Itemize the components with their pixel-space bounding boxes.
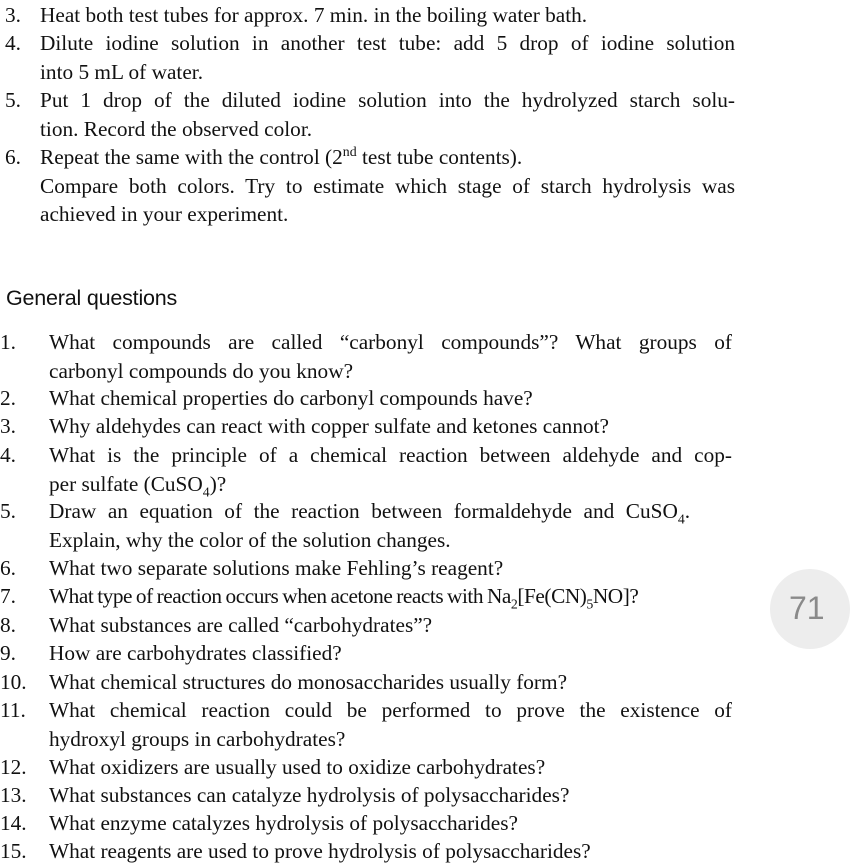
question-line: What chemical structures do monosaccharides usually form? <box>49 670 568 694</box>
question-text <box>49 582 732 611</box>
question-text <box>49 696 732 753</box>
subscript: 5 <box>586 596 593 612</box>
question-number: 14. <box>0 811 27 835</box>
question-text <box>49 441 732 498</box>
question-number: 8. <box>0 613 16 637</box>
question-number: 5. <box>0 499 16 523</box>
question-text <box>49 328 732 385</box>
step-text <box>40 1 735 30</box>
question-text <box>49 384 732 413</box>
question-number: 10. <box>0 670 27 694</box>
question-line <box>49 497 732 526</box>
question-number: 11. <box>0 698 26 722</box>
question-number: 9. <box>0 641 16 665</box>
question-line <box>49 582 732 611</box>
question-text <box>49 809 732 838</box>
question-line: Why aldehydes can react with copper sulfate and ketones cannot? <box>49 414 609 438</box>
text-run: What type of reaction occurs when acetone reacts with Na <box>49 584 511 608</box>
step-line: Dilute iodine solution in another test tube: add 5 drop of iodine solution <box>40 31 735 55</box>
subscript: 4 <box>202 483 210 499</box>
question-line: Explain, why the color of the solution changes. <box>49 527 451 552</box>
question-line: What substances can catalyze hydrolysis of polysaccharides? <box>49 783 570 807</box>
text-run: NO]? <box>592 584 639 608</box>
question-line: What enzyme catalyzes hydrolysis of polysaccharides? <box>49 811 518 835</box>
question-number: 1. <box>0 330 16 354</box>
text-run: Repeat the same with the control (2 <box>40 145 343 169</box>
question-text <box>49 554 732 583</box>
question-number: 13. <box>0 783 27 807</box>
question-text <box>49 837 732 866</box>
section-heading: General questions <box>6 286 178 310</box>
text-run: Draw an equation of the reaction between formaldehyde and CuSO <box>49 499 678 523</box>
question-text <box>49 412 732 441</box>
question-number: 3. <box>0 414 16 438</box>
question-line: What substances are called “carbohydrates”? <box>49 613 433 637</box>
text-run: test tube contents). <box>356 145 523 169</box>
question-text <box>49 781 732 810</box>
superscript: nd <box>342 143 357 159</box>
step-line: tion. Record the observed color. <box>40 116 313 141</box>
text-run: . <box>684 499 691 523</box>
question-line: hydroxyl groups in carbohydrates? <box>49 726 346 751</box>
step-line: Compare both colors. Try to estimate which stage of starch hydrolysis was <box>40 173 735 198</box>
question-line: What compounds are called “carbonyl compounds”? What groups of <box>49 330 732 354</box>
step-number: 4. <box>5 31 21 55</box>
question-line: What is the principle of a chemical reaction between aldehyde and cop- <box>49 443 732 467</box>
question-text <box>49 639 732 668</box>
question-text <box>49 497 732 554</box>
question-number: 7. <box>0 584 16 608</box>
question-line: What chemical properties do carbonyl compounds have? <box>49 386 533 410</box>
step-line: achieved in your experiment. <box>40 202 289 226</box>
question-text <box>49 668 732 697</box>
question-line: What two separate solutions make Fehling’s reagent? <box>49 556 504 580</box>
step-text <box>40 143 735 229</box>
step-text <box>40 86 735 143</box>
subscript: 2 <box>510 596 518 612</box>
text-run: [Fe(CN) <box>517 584 587 608</box>
question-number: 12. <box>0 755 27 779</box>
question-number: 15. <box>0 839 27 863</box>
step-number: 3. <box>5 3 21 27</box>
question-line: What oxidizers are usually used to oxidize carbohydrates? <box>49 755 546 779</box>
question-line: carbonyl compounds do you know? <box>49 358 354 383</box>
question-line: How are carbohydrates classified? <box>49 641 342 665</box>
step-line: Put 1 drop of the diluted iodine solution into the hydrolyzed starch solu- <box>40 88 735 112</box>
step-line <box>40 143 735 172</box>
text-run: )? <box>209 471 227 496</box>
step-text <box>40 29 735 86</box>
subscript: 4 <box>677 511 685 527</box>
step-number: 6. <box>5 145 21 169</box>
question-number: 6. <box>0 556 16 580</box>
text-run: per sulfate (CuSO <box>49 471 203 496</box>
question-line: What reagents are used to prove hydrolysis of polysaccharides? <box>49 839 591 863</box>
question-line: What chemical reaction could be performed to prove the existence of <box>49 698 732 722</box>
step-line: into 5 mL of water. <box>40 59 204 84</box>
question-number: 2. <box>0 386 16 410</box>
question-line <box>49 470 732 499</box>
question-number: 4. <box>0 443 16 467</box>
question-text <box>49 753 732 782</box>
step-number: 5. <box>5 88 21 112</box>
page-number: 71 <box>789 590 825 626</box>
question-text <box>49 611 732 640</box>
step-line: Heat both test tubes for approx. 7 min. in the boiling water bath. <box>40 3 588 27</box>
